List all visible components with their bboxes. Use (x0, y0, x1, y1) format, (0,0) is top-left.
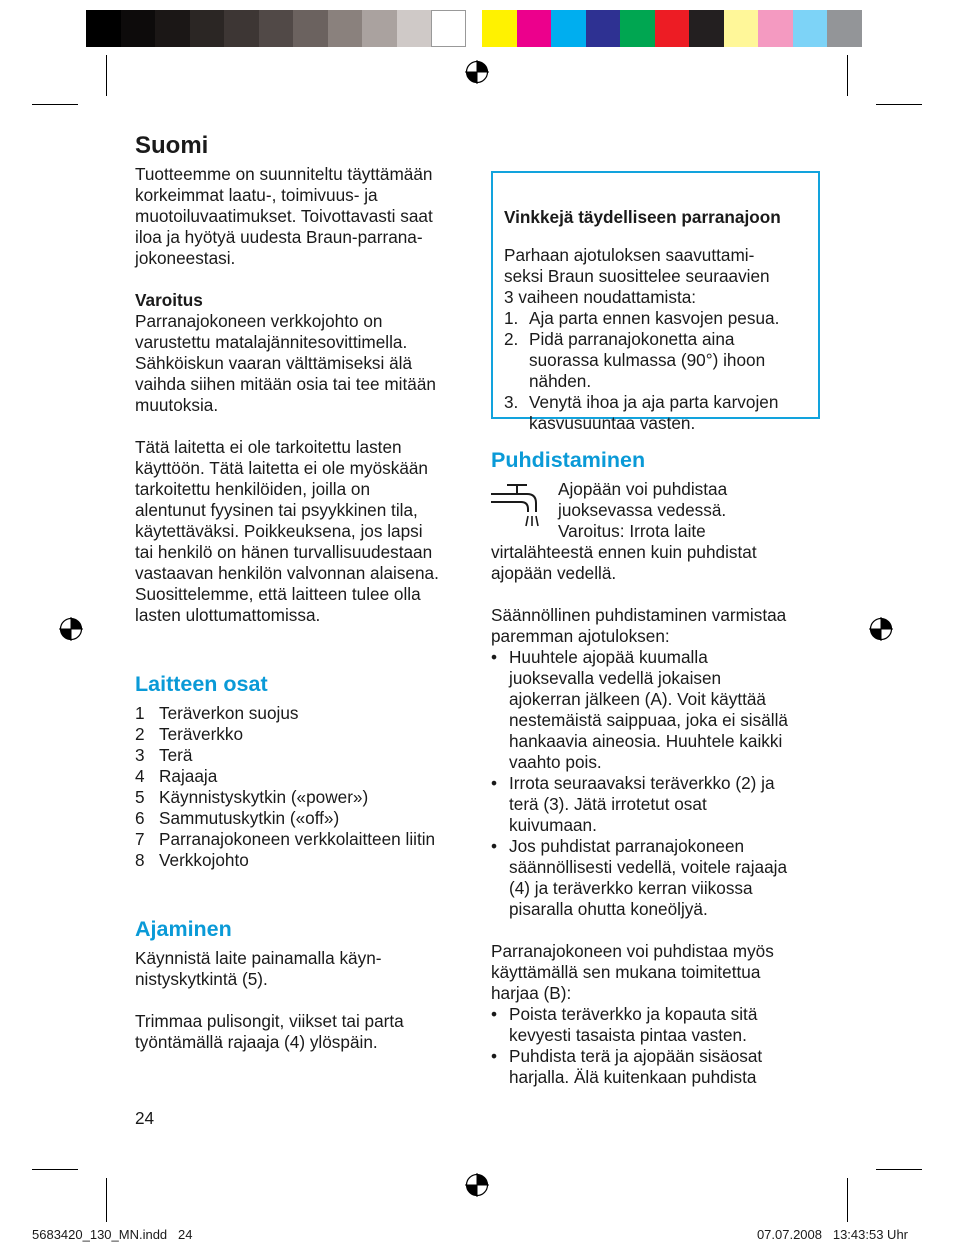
crop-mark (876, 104, 922, 105)
part-number: 5 (135, 787, 145, 807)
parts-list-item (135, 787, 475, 808)
color-swatch (328, 10, 363, 47)
parts-list-item (135, 745, 475, 766)
crop-mark (847, 1178, 848, 1222)
color-swatch (724, 10, 759, 47)
text-line: nähden. (529, 371, 592, 392)
crop-mark (876, 1169, 922, 1170)
text-line: harjalla. Älä kuitenkaan puhdista (509, 1067, 757, 1087)
color-swatch (362, 10, 397, 47)
text-line: ajopään vedellä. (491, 563, 617, 583)
text-line: terä (3). Jätä irrotetut osat (509, 794, 707, 814)
text-line: käytettäväksi. Poikkeuksena, jos lapsi (135, 521, 423, 541)
right-column (491, 446, 831, 1088)
tips-step (504, 329, 808, 392)
step-text (529, 392, 778, 434)
text-line: Puhdista terä ja ajopään sisäosat (509, 1046, 763, 1066)
step-text (529, 329, 765, 392)
registration-mark-icon (869, 617, 893, 641)
bullet-item (491, 836, 831, 920)
part-number: 1 (135, 703, 145, 723)
text-line: Venytä ihoa ja aja parta karvojen (529, 392, 779, 413)
text-line: Poista teräverkko ja kopauta sitä (509, 1004, 758, 1024)
tips-box (491, 171, 820, 434)
regular-cleaning-intro (491, 605, 831, 647)
text-line: tai henkilö on hänen turvallisuudestaan (135, 542, 433, 562)
shaving-paragraph-1 (135, 948, 475, 990)
color-swatch (517, 10, 552, 47)
color-swatch (758, 10, 793, 47)
text-line: Huuhtele ajopää kuumalla (509, 647, 708, 667)
text-line: Ajopään voi puhdistaa (558, 479, 728, 499)
children-paragraph (135, 437, 475, 626)
text-line: vastaavan henkilön valvonnan alaisena. (135, 563, 439, 583)
text-line: Parranajokoneen voi puhdistaa myös (491, 941, 774, 961)
part-label: Teräverkon suojus (159, 703, 299, 723)
bullet-item (491, 647, 831, 773)
bullet-icon: • (491, 773, 498, 793)
text-line: Jos puhdistat parranajokoneen (509, 836, 745, 856)
text-line: Tuotteemme on suunniteltu täyttämään (135, 164, 433, 184)
text-line: Käynnistä laite painamalla käyn- (135, 948, 382, 968)
text-line: käyttämällä sen mukana toimitettua (491, 962, 761, 982)
color-swatch (293, 10, 328, 47)
text-line: Parhaan ajotuloksen saavuttami- (504, 245, 755, 266)
tips-step (504, 392, 808, 434)
step-number: 1. (504, 308, 519, 329)
bullet-icon: • (491, 1046, 498, 1066)
cleaning-heading: Puhdistaminen (491, 448, 646, 472)
bullet-text (509, 1046, 762, 1088)
text-line: suorassa kulmassa (90°) ihoon (529, 350, 766, 371)
text-line: kasvusuuntaa vasten. (529, 413, 696, 434)
text-line: kuivumaan. (509, 815, 597, 835)
part-label: Teräverkko (159, 724, 244, 744)
text-line: juoksevassa vedessä. (558, 500, 727, 520)
process-color-bar (482, 10, 862, 47)
crop-mark (32, 104, 78, 105)
text-line: Pidä parranajokonetta aina (529, 329, 735, 350)
shaving-paragraph-2 (135, 1011, 475, 1053)
registration-mark-icon (465, 1173, 489, 1197)
part-label: Parranajokoneen verkkolaitteen liitin (159, 829, 436, 849)
registration-mark-icon (59, 617, 83, 641)
color-swatch (431, 10, 466, 47)
text-line: alentunut fyysinen tai psyykkinen tila, (135, 500, 418, 520)
text-line: tarkoitettu henkilöiden, joilla on (135, 479, 371, 499)
bullet-icon: • (491, 836, 498, 856)
text-line: varustettu matalajännitesovittimella. (135, 332, 408, 352)
regular-cleaning-list (491, 647, 831, 920)
footer-file-info: 5683420_130_MN.indd 24 (32, 1227, 193, 1242)
text-line: jokoneestasi. (135, 248, 236, 268)
bullet-text (509, 773, 775, 836)
text-line: Aja parta ennen kasvojen pesua. (529, 308, 780, 329)
bullet-icon: • (491, 1004, 498, 1024)
text-line: 3 vaiheen noudattamista: (504, 287, 697, 308)
text-line: Irrota seuraavaksi teräverkko (2) ja (509, 773, 775, 793)
crop-mark (106, 55, 107, 96)
color-swatch (121, 10, 156, 47)
text-line: vaihda siihen mitään osia tai tee mitään (135, 374, 436, 394)
tips-steps-list (504, 308, 808, 434)
parts-list-item (135, 808, 475, 829)
crop-mark (32, 1169, 78, 1170)
text-line: kevyesti tasaista pintaa vasten. (509, 1025, 747, 1045)
color-swatch (827, 10, 862, 47)
color-swatch (397, 10, 432, 47)
part-number: 2 (135, 724, 145, 744)
text-line: työntämällä rajaaja (4) ylöspäin. (135, 1032, 378, 1052)
intro-paragraph (135, 164, 475, 269)
warning-heading: Varoitus (135, 290, 203, 310)
parts-list-item (135, 829, 475, 850)
text-line: vaahto pois. (509, 752, 602, 772)
text-line: pisaralla ohutta koneöljyä. (509, 899, 708, 919)
color-swatch (190, 10, 225, 47)
crop-mark (106, 1178, 107, 1222)
bullet-icon: • (491, 647, 498, 667)
color-swatch (586, 10, 621, 47)
text-line: iloa ja hyötyä uudesta Braun-parrana- (135, 227, 423, 247)
part-label: Sammutuskytkin («off») (159, 808, 340, 828)
text-line: Sähköiskun vaaran välttämiseksi älä (135, 353, 413, 373)
text-line: Varoitus: Irrota laite (558, 521, 706, 541)
part-number: 6 (135, 808, 145, 828)
water-tap-icon (491, 482, 547, 534)
text-line: lasten ulottumattomissa. (135, 605, 321, 625)
registration-mark-icon (465, 60, 489, 84)
bullet-item (491, 1046, 831, 1088)
part-number: 7 (135, 829, 145, 849)
text-line: käyttöön. Tätä laitetta ei ole myöskään (135, 458, 428, 478)
text-line: Parranajokoneen verkkojohto on (135, 311, 383, 331)
part-number: 4 (135, 766, 145, 786)
color-swatch (689, 10, 724, 47)
bullet-text (509, 647, 788, 773)
color-swatch (86, 10, 121, 47)
text-line: korkeimmat laatu-, toimivuus- ja (135, 185, 378, 205)
tips-step (504, 308, 808, 329)
parts-heading: Laitteen osat (135, 672, 268, 696)
shaving-heading: Ajaminen (135, 917, 232, 941)
part-label: Käynnistyskytkin («power») (159, 787, 369, 807)
bullet-text (509, 836, 787, 920)
text-line: juoksevalla vedellä jokaisen (509, 668, 722, 688)
grayscale-color-bar (86, 10, 466, 47)
text-line: hankaavia aineosia. Huuhtele kaikki (509, 731, 783, 751)
text-line: nestemäistä saippuaa, joka ei sisällä (509, 710, 788, 730)
color-swatch (655, 10, 690, 47)
text-line: Suosittelemme, että laitteen tulee olla (135, 584, 421, 604)
brush-cleaning-list (491, 1004, 831, 1088)
text-line: ajokerran jälkeen (A). Voit käyttää (509, 689, 766, 709)
text-line: säännöllisesti vedellä, voitele rajaaja (509, 857, 788, 877)
bullet-item (491, 1004, 831, 1046)
text-line: virtalähteestä ennen kuin puhdistat (491, 542, 757, 562)
text-line: seksi Braun suosittelee seuraavien (504, 266, 770, 287)
bullet-item (491, 773, 831, 836)
parts-list-item (135, 703, 475, 724)
text-line: paremman ajotuloksen: (491, 626, 670, 646)
text-line: (4) ja teräverkko kerran viikossa (509, 878, 753, 898)
left-column (135, 131, 475, 1053)
color-swatch (793, 10, 828, 47)
parts-list-item (135, 766, 475, 787)
color-swatch (224, 10, 259, 47)
page-number: 24 (135, 1108, 155, 1128)
color-swatch (259, 10, 294, 47)
footer-timestamp: 07.07.2008 13:43:53 Uhr (756, 1227, 908, 1242)
brush-intro (491, 941, 831, 1004)
warning-paragraph (135, 311, 475, 416)
parts-list-item (135, 724, 475, 745)
color-swatch (482, 10, 517, 47)
part-label: Verkkojohto (159, 850, 249, 870)
parts-list (135, 703, 475, 871)
parts-list-item (135, 850, 475, 871)
cleaning-intro (491, 542, 831, 584)
bullet-text (509, 1004, 757, 1046)
text-line: nistyskytkintä (5). (135, 969, 268, 989)
step-number: 2. (504, 329, 519, 350)
color-swatch (155, 10, 190, 47)
text-line: Säännöllinen puhdistaminen varmistaa (491, 605, 787, 625)
tips-intro (504, 245, 808, 308)
step-number: 3. (504, 392, 519, 413)
text-line: muutoksia. (135, 395, 219, 415)
part-number: 3 (135, 745, 145, 765)
tips-heading: Vinkkejä täydelliseen parranajoon (504, 207, 781, 228)
color-swatch (551, 10, 586, 47)
color-swatch (620, 10, 655, 47)
step-text (529, 308, 779, 329)
text-line: Trimmaa pulisongit, viikset tai parta (135, 1011, 404, 1031)
part-label: Rajaaja (159, 766, 218, 786)
text-line: harjaa (B): (491, 983, 572, 1003)
part-label: Terä (159, 745, 193, 765)
text-line: muotoiluvaatimukset. Toivottavasti saat (135, 206, 433, 226)
page-title: Suomi (135, 132, 209, 159)
crop-mark (847, 55, 848, 96)
text-line: Tätä laitetta ei ole tarkoitettu lasten (135, 437, 402, 457)
part-number: 8 (135, 850, 145, 870)
